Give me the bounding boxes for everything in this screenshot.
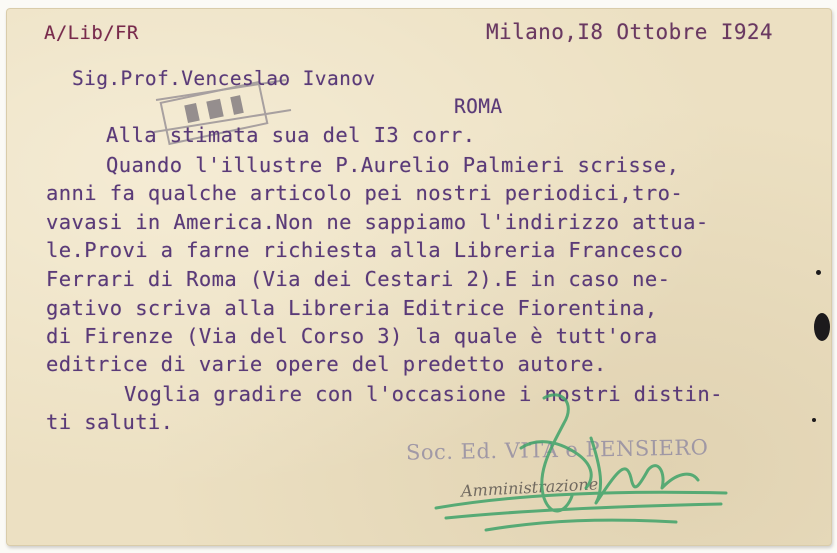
ink-blot [814, 313, 830, 341]
body-line: Ferrari di Roma (Via dei Cestari 2).E in caso ne- [46, 267, 671, 291]
body-line: gativo scriva alla Libreria Editrice Fiorentina, [46, 296, 658, 320]
body-line: vavasi in America.Non ne sappiamo l'indirizzo attua- [46, 210, 709, 234]
stamp-administration: Amministrazione [460, 474, 599, 501]
ink-speck [812, 418, 816, 422]
body-line: Alla stimata sua del I3 corr. [106, 123, 476, 147]
body-line: Voglia gradire con l'occasione i nostri distin- [124, 382, 723, 406]
body-line: editrice di varie opere del predetto autore. [46, 352, 607, 376]
ink-speck [816, 270, 821, 275]
handwritten-signature [426, 378, 736, 546]
body-line: Quando l'illustre P.Aurelio Palmieri scrisse, [106, 153, 680, 177]
body-line: le.Provi a farne richiesta alla Libreria Francesco [46, 238, 684, 262]
letter-date: Milano,I8 Ottobre I924 [486, 20, 773, 44]
postcard [6, 8, 832, 546]
body-line: ti saluti. [46, 410, 174, 434]
reference-code: A/Lib/FR [44, 22, 139, 44]
body-line: di Firenze (Via del Corso 3) la quale è tutt'ora [46, 324, 658, 348]
recipient-name: Sig.Prof.Venceslao Ivanov [72, 67, 376, 90]
body-line: anni fa qualche articolo pei nostri periodici,tro- [46, 181, 684, 205]
recipient-city: ROMA [454, 95, 503, 118]
publisher-stamp: Soc. Ed. VITA e PENSIERO [405, 435, 709, 465]
